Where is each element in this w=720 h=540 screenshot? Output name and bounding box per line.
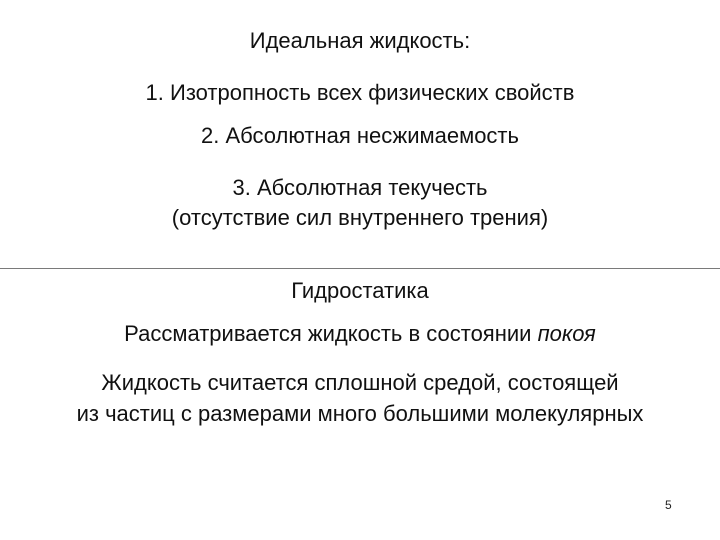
ideal-fluid-heading: Идеальная жидкость:: [249, 28, 471, 53]
hydrostatics-heading: Гидростатика: [291, 278, 429, 303]
rest-statement-emphasis: покоя: [537, 321, 596, 346]
property-incompressibility: 2. Абсолютная несжимаемость: [201, 123, 519, 148]
section-divider: [0, 268, 720, 269]
continuum-statement-line1: Жидкость считается сплошной средой, состоящей: [101, 370, 619, 395]
property-fluidity-note: (отсутствие сил внутреннего трения): [171, 205, 549, 230]
page-number: 5: [665, 498, 672, 512]
property-isotropy: 1. Изотропность всех физических свойств: [145, 80, 575, 105]
property-fluidity: 3. Абсолютная текучесть: [232, 175, 488, 200]
continuum-statement-line2: из частиц с размерами много большими молекулярных: [76, 401, 644, 426]
rest-statement-text: Рассматривается жидкость в состоянии: [124, 321, 538, 346]
rest-statement: [0, 321, 720, 347]
